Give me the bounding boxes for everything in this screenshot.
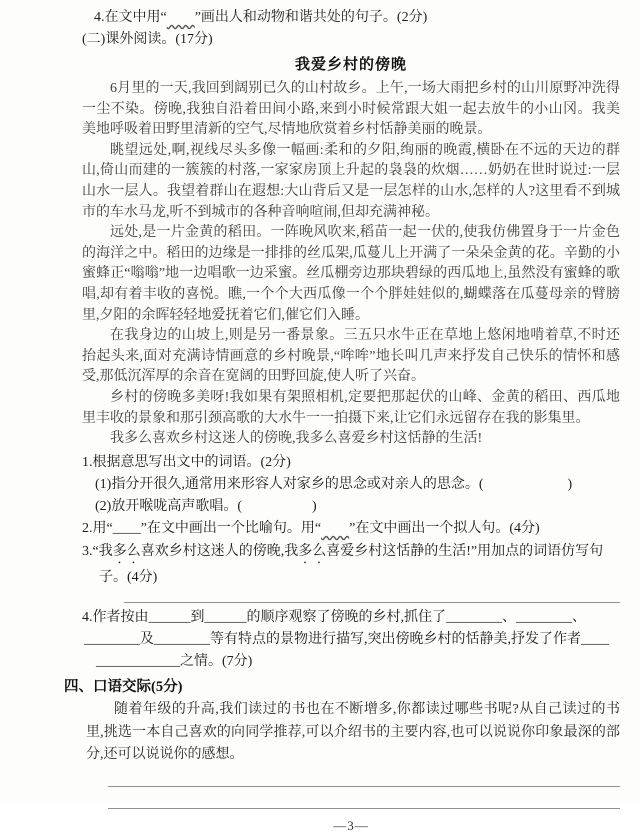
- question-4-prior: [82, 7, 620, 29]
- question-1-sub-2: (2)放开喉咙高声歌唱。( ): [95, 499, 317, 515]
- section-4-heading: 四、口语交际(5分): [64, 679, 183, 696]
- passage-paragraph: 眺望远处,啊,视线尽头多像一幅画:柔和的夕阳,绚丽的晚霞,横卧在不远的天边的群山,倚山而建的一簇簇的村落,一家家房顶上升起的袅袅的炊烟……奶奶在世时说过:一层山水一层人。我望着群山在遐想:大山背后又是一层怎样的山水,怎样的人?这里看不到城市的车水马龙,听不到城市的各种音响喧闹,但却充满神秘。: [82, 142, 620, 220]
- question-4-line-2: ________及________等有特点的景物进行描写,突出傍晚乡村的恬静美,抒发了作者____: [84, 631, 609, 647]
- question-text: 喜爱乡村这恬静的生活!”用加点的词语仿写句子。(4分): [99, 543, 604, 585]
- question-text: 3.“我: [82, 543, 113, 559]
- question-4-line-3: ____________之情。(7分): [96, 654, 253, 670]
- passage-paragraph: 在我身边的山坡上,则是另一番景象。三五只水牛正在草地上悠闲地啃着草,不时还抬起头来,面对充满诗情画意的乡村晚景,“哞哞”地长叫几声来抒发自己快乐的情怀和感受,那低沉浑厚的余音在宽阔的田野回旋,使人听了兴奋。: [82, 328, 620, 385]
- section-4-prompt: 随着年级的升高,我们读过的书也在不断增多,你都读过哪些书呢?从自己读过的书里,挑选一本自己喜欢的向同学推荐,可以介绍书的主要内容,也可以说说你印象最深的部分,还可以说说你的感想。: [86, 702, 620, 763]
- answer-line: [124, 594, 620, 603]
- section-2-heading: (二)课外阅读。(17分): [82, 32, 213, 47]
- section-4: [64, 676, 620, 766]
- reading-passage: [82, 79, 620, 450]
- question-text: 喜欢乡村这迷人的傍晚,我: [140, 543, 299, 559]
- straight-line-blank: ____: [112, 521, 141, 537]
- answer-line: [108, 787, 620, 809]
- question-text: ”画出人和动物和谐共处的句子。(2分): [194, 10, 428, 25]
- question-3: [82, 541, 620, 589]
- question-1-sub-1: (1)指分开很久,通常用来形容人对家乡的思念或对亲人的思念。( ): [95, 476, 573, 492]
- emphasized-word: 多么: [112, 543, 141, 559]
- page-number: —3—: [333, 817, 369, 833]
- question-text: 2.用“: [82, 521, 113, 537]
- passage-paragraph: 乡村的傍晚多美呀!我如果有架照相机,定要把那起伏的山峰、金黄的稻田、西瓜地里丰收的景象和那引颈高歌的大水牛一一拍摄下来,让它们永远留存在我的影集里。: [82, 389, 620, 426]
- question-4-line-1: 4.作者按由______到______的顺序观察了傍晚的乡村,抓住了________、________、: [82, 609, 586, 625]
- question-text: ”在文中画出一个比喻句。用“: [140, 521, 322, 537]
- question-list: [82, 452, 620, 674]
- wavy-line-blank: [321, 521, 349, 536]
- question-text: ”在文中画出一个拟人句。(4分): [349, 521, 540, 537]
- passage-paragraph: 远处,是一片金黄的稻田。一阵晚风吹来,稻苗一起一伏的,使我仿佛置身于一片金色的海洋之中。稻田的边缘是一排排的丝瓜架,瓜蔓儿上开满了一朵朵金黄的花。辛勤的小蜜蜂正“嗡嗡”地一边唱歌一边采蜜。丝瓜棚旁边那块碧绿的西瓜地上,虽然没有蜜蜂的歌唱,却有着丰收的喜悦。瞧,一个个大西瓜像一个个胖娃娃似的,蝴蝶落在瓜蔓母亲的臂膀里,夕阳的余晖轻轻地爱抚着它们,催它们入睡。: [82, 225, 620, 323]
- question-2: [82, 518, 620, 540]
- passage-paragraph: 我多么喜欢乡村这迷人的傍晚,我多么喜爱乡村这恬静的生活!: [110, 431, 483, 447]
- question-text: 4.在文中用“: [94, 10, 167, 25]
- passage-paragraph: 6月里的一天,我回到阔别已久的山村故乡。上午,一场大雨把乡村的山川原野冲洗得一尘不染。傍晚,我独自沿着田间小路,来到小时候常跟大姐一起去放牛的小山冈。我美美地呼吸着田野里清新的空气,尽情地欣赏着乡村恬静美丽的晚景。: [82, 81, 620, 138]
- passage-title: 我爱乡村的傍晚: [294, 57, 407, 73]
- answer-line: [108, 772, 620, 787]
- emphasized-word: 多么: [298, 543, 327, 559]
- wavy-line-blank: [167, 10, 195, 25]
- question-1: 1.根据意思写出文中的词语。(2分): [82, 454, 291, 470]
